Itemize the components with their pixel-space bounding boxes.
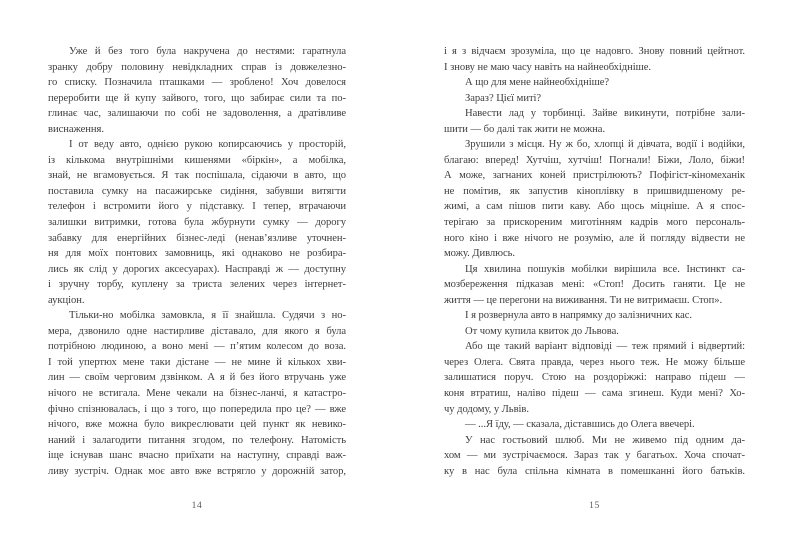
- book-page-recto: [444, 0, 745, 552]
- paragraph: [444, 308, 745, 324]
- text-line: хом — ми зустрічаємося. Зараз так у багатьох. Хоча спочат-: [444, 450, 745, 462]
- text-line: благаю: вперед! Хутчіш, хутчіш! Погнали! Біжи, Лоло, біжи!: [444, 154, 745, 166]
- text-line: нічого, вже можна було викреслювати цей пункт як невико-: [48, 419, 346, 431]
- page-number: 14: [191, 501, 203, 511]
- text-line: мозбереження підказав мені: «Стоп! Досить ганяти. Це не: [444, 279, 745, 291]
- text-line: Тільки-но мобілка замовкла, я її знайшла. Судячи з но-: [69, 310, 346, 322]
- text-line: поставила сумку на пасажирське сидіння, забувши витягти: [48, 185, 346, 197]
- text-line: фічно спізнювалась, і що з того, що попередила про це? — вже: [48, 403, 346, 415]
- text-line: От чому купила квиток до Львова.: [465, 325, 619, 337]
- paragraph: [48, 308, 346, 479]
- text-line: І я розвернула авто в напрямку до залізничних кас.: [465, 310, 693, 322]
- text-line: Навести лад у торбинці. Зайве викинути, потрібне зали-: [465, 108, 745, 120]
- text-line: го списку. Позначила пташками — зроблено! Хоч довелося: [48, 77, 346, 89]
- paragraph: [444, 324, 745, 340]
- text-line: ливу зустріч. Однак моє авто вже встрягло у дорожній затор,: [48, 465, 346, 477]
- text-line: і зручну торбу, куплену за триста зелених через інтернет-: [48, 279, 346, 291]
- text-line: — ...Я їду, — сказала, діставшись до Олега ввечері.: [465, 419, 695, 431]
- text-line: терігаю за прискореним миготінням кадрів мого персональ-: [444, 217, 745, 229]
- book-page-verso: [48, 0, 346, 552]
- text-line: ного кіно і вже нічого не розумію, але й погляду відвести не: [444, 232, 745, 244]
- text-line: залишатися поруч. Стою на роздоріжжі: направо підеш —: [444, 372, 745, 384]
- text-line: Ця хвилина пошуків мобілки вирішила все. Інстинкт са-: [465, 263, 745, 275]
- text-line: ня для моїх понтових замовниць, які однаково не розбира-: [48, 248, 346, 260]
- paragraph: [444, 91, 745, 107]
- paragraph: [444, 137, 745, 261]
- paragraph: [444, 44, 745, 75]
- text-line: У нас гостьовий шлюб. Ми не живемо під одним да-: [465, 434, 745, 446]
- text-line: іще існував шанс вчасно приїхати на наступну, справді важ-: [48, 450, 346, 462]
- text-line: нічого не встигала. Мене чекали на бізнес-ланчі, я катастро-: [48, 388, 346, 400]
- text-line: залишки витримки, готова була жбурнути сумку — дорогу: [48, 217, 346, 229]
- text-line: А що для мене найнеобхідніше?: [465, 77, 610, 89]
- text-line: А може, загнаних коней пристрілюють? Пофігіст-кіномеханік: [444, 170, 745, 182]
- text-line: жимі, а сам пішов пити каву. Або щось міцніше. А я спос-: [444, 201, 745, 213]
- page-text: [444, 44, 745, 479]
- text-line: і я з відчаєм зрозуміла, що це надовго. Знову повний цейтнот.: [444, 46, 745, 57]
- text-line: лин — своїм черговим дзвінком. А я й без його втручань уже: [48, 372, 346, 384]
- text-line: наний і залагодити питання згодом, по телефону. Натомість: [48, 434, 346, 446]
- text-line: знай, не вгамовується. Я так поспішала, сідаючи в авто, що: [48, 170, 346, 182]
- text-line: І той упертюх мене таки дістане — не мине й кількох хви-: [48, 356, 346, 368]
- text-line: зранку добру половину невідкладних справ із довжелезно-: [48, 61, 346, 73]
- text-line: шити — бо далі так жити не можна.: [444, 123, 606, 135]
- text-line: виснаження.: [48, 123, 104, 135]
- page-number: 15: [589, 501, 600, 511]
- text-line: життя — це перегони на виживання. Ти не витримаєш. Стоп».: [444, 294, 723, 306]
- text-line: через Олега. Свята правда, через нього теж. Не можу більше: [444, 356, 745, 368]
- paragraph: [444, 417, 745, 433]
- text-line: ку в нас була спільна кімната в помешканні його батьків.: [444, 465, 745, 477]
- text-line: І от веду авто, однією рукою копирсаючись у просторій,: [69, 139, 346, 151]
- text-line: переробити ще й купу зайвого, того, що забирає сили та по-: [48, 92, 346, 104]
- text-line: Уже й без того була накручена до нестями: гаратнула: [69, 46, 346, 57]
- paragraph: [48, 44, 346, 137]
- text-line: потрібною людиною, а воно мені — п’ятим колесом до воза.: [48, 341, 346, 353]
- text-line: І знову не маю часу навіть на найнеобхідніше.: [444, 61, 652, 73]
- page-text: [48, 44, 346, 479]
- text-line: Зрушили з місця. Ну ж бо, хлопці й дівчата, водії і водійки,: [465, 139, 745, 151]
- text-line: чу додому, у Львів.: [444, 403, 529, 415]
- text-line: не помітив, як запустив кіноплівку в пришвидшеному ре-: [444, 185, 745, 197]
- text-line: аукціон.: [48, 294, 85, 306]
- paragraph: [444, 433, 745, 480]
- text-line: лись як слід у дорогих аксесуарах). Насправді ж — доступну: [48, 263, 346, 275]
- text-line: із кількома внутрішніми кишенями «біркін», а мобілка,: [48, 154, 346, 166]
- text-line: мера, дзвонило одне настирливе діставало, для якого я була: [48, 325, 346, 337]
- paragraph: [444, 262, 745, 309]
- paragraph: [444, 75, 745, 91]
- text-line: Або ще такий варіант відповіді — теж прямий і відвертий:: [465, 341, 745, 353]
- paragraph: [444, 339, 745, 417]
- text-line: коня втратиш, наліво підеш — сама згинеш. Куди мені? Хо-: [444, 388, 745, 400]
- text-line: Зараз? Цієї миті?: [465, 92, 542, 104]
- text-line: глинає час, залишаючи по собі не задоволення, а дратівливе: [48, 108, 346, 120]
- paragraph: [48, 137, 346, 308]
- text-line: забавку для енергійних бізнес-леді (ненав’язливе уточнен-: [48, 232, 346, 244]
- text-line: можу. Дивлюсь.: [444, 248, 516, 260]
- text-line: телефон і встромити його у підставку. І тепер, втрачаючи: [48, 201, 346, 213]
- paragraph: [444, 106, 745, 137]
